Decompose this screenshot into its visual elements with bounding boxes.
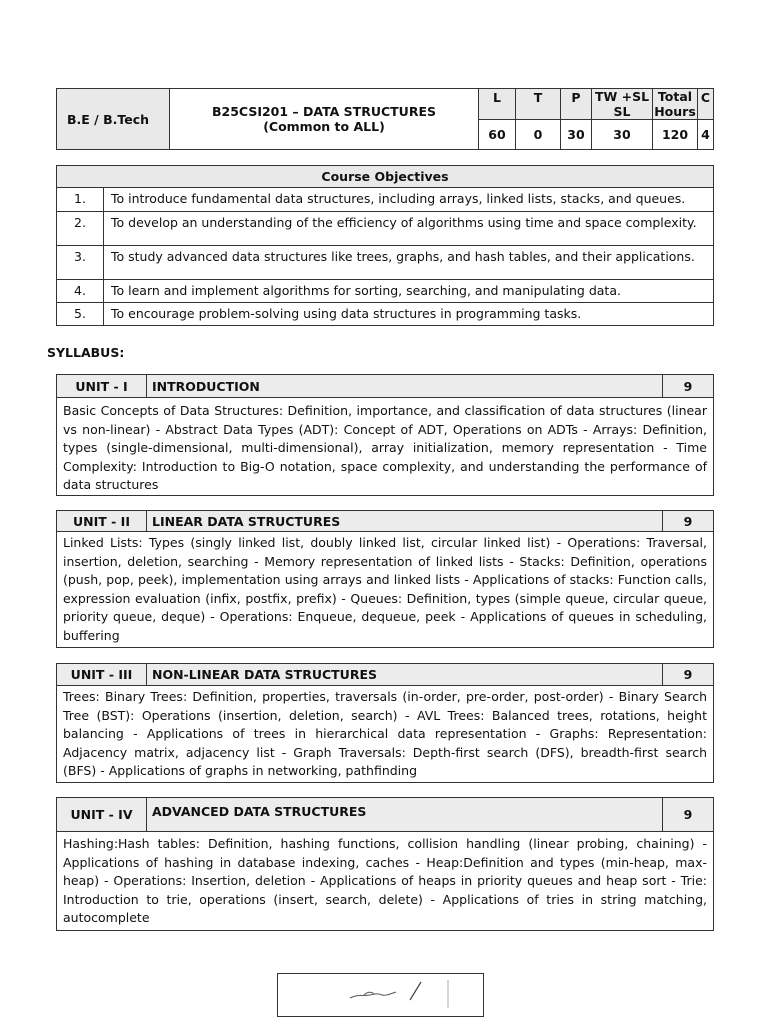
unit-content-text: Trees: Binary Trees: Definition, properties, traversals (in-order, pre-order, post-order) - Binary Search Tree (BST): Operations (insertion, deletion, search) - AVL Trees: Balanced trees, rotations, height balancing - Applications of trees in hierarchical data representation - Graphs: Representation: Adjacency matrix, adjacency list - Graph Traversals: Depth-first search (DFS), breadth-first search (BFS) - Applications of graphs in networking, pathfinding (63, 689, 707, 779)
objective-text: To study advanced data structures like trees, graphs, and hash tables, and their applications. (104, 246, 714, 280)
unit-hours: 9 (683, 513, 693, 529)
unit-number: UNIT - II (57, 511, 147, 531)
unit-number: UNIT - IV (57, 798, 147, 831)
col-p: P (561, 89, 592, 120)
unit-title: INTRODUCTION (147, 375, 663, 397)
course-header-table (56, 88, 714, 150)
unit-content (57, 398, 713, 497)
col-c: C (698, 89, 714, 120)
objective-number: 5. (57, 303, 104, 326)
unit-header (57, 798, 713, 832)
objective-number: 4. (57, 280, 104, 303)
col-tw-sl-line1: TW +SL (594, 89, 650, 104)
unit-title: LINEAR DATA STRUCTURES (147, 511, 663, 531)
objective-number: 1. (57, 188, 104, 212)
objective-text: To develop an understanding of the efficiency of algorithms using time and space complexity. (104, 212, 714, 246)
signature-box (277, 973, 484, 1017)
objective-row (57, 303, 714, 326)
unit-hours: 9 (683, 378, 693, 394)
unit-number: UNIT - I (57, 375, 147, 397)
course-title-cell (170, 89, 479, 150)
col-t: T (516, 89, 561, 120)
unit-hours: 9 (683, 807, 693, 822)
objective-row (57, 246, 714, 280)
course-note: (Common to ALL) (263, 119, 385, 134)
unit-content (57, 832, 713, 930)
col-tw-sl-line2: SL (613, 104, 631, 119)
unit-title: NON-LINEAR DATA STRUCTURES (147, 664, 663, 685)
objective-text: To introduce fundamental data structures, including arrays, linked lists, stacks, and queues. (104, 188, 714, 212)
unit-header (57, 664, 713, 686)
val-p: 30 (561, 120, 592, 150)
unit-header (57, 375, 713, 398)
unit-content (57, 686, 713, 783)
col-tw-sl (592, 89, 653, 120)
unit-hours: 9 (683, 667, 693, 682)
val-c: 4 (698, 120, 714, 150)
val-l: 60 (479, 120, 516, 150)
unit-block-2 (56, 510, 714, 648)
course-objectives-table (56, 165, 714, 326)
unit-block-4 (56, 797, 714, 931)
objective-text: To learn and implement algorithms for sorting, searching, and manipulating data. (104, 280, 714, 303)
unit-title: ADVANCED DATA STRUCTURES (147, 798, 663, 831)
objectives-title: Course Objectives (57, 166, 714, 188)
unit-content-text: Linked Lists: Types (singly linked list, doubly linked list, circular linked list) - Operations: Traversal, insertion, deletion, searching - Memory representation of linked lists - Stacks: Definition, operations (push, pop, peek), implementation using arrays and linked lists - Applications of stacks: Function calls, expression evaluation (infix, postfix, prefix) - Queues: Definition, types (simple queue, circular queue, priority queue, deque) - Operations: Enqueue, dequeue, peek - Applications of queues in scheduling, buffering (63, 535, 707, 643)
syllabus-heading: SYLLABUS: (47, 345, 125, 360)
objective-row (57, 280, 714, 303)
col-total (653, 89, 698, 120)
course-code-title: B25CSI201 – DATA STRUCTURES (211, 104, 436, 119)
col-total-line1: Total (657, 89, 693, 104)
objective-row (57, 212, 714, 246)
program-cell: B.E / B.Tech (57, 89, 170, 150)
objective-text: To encourage problem-solving using data structures in programming tasks. (104, 303, 714, 326)
unit-block-3 (56, 663, 714, 783)
col-total-line2: Hours (654, 104, 696, 119)
objective-number: 3. (57, 246, 104, 280)
signature-mark (278, 974, 483, 1016)
col-l: L (479, 89, 516, 120)
unit-block-1 (56, 374, 714, 496)
unit-content-text: Basic Concepts of Data Structures: Definition, importance, and classification of data structures (linear vs non-linear) - Abstract Data Types (ADT): Concept of ADT, Operations on ADTs - Arrays: Definition, types (single-dimensional, multi-dimensional), array initialization, memory representation - Time Complexity: Introduction to Big-O notation, space complexity, and understanding the performance of data structures (63, 403, 707, 493)
val-t: 0 (516, 120, 561, 150)
unit-number: UNIT - III (57, 664, 147, 685)
unit-header (57, 511, 713, 532)
objective-row (57, 188, 714, 212)
val-tw-sl: 30 (592, 120, 653, 150)
unit-content-text: Hashing:Hash tables: Definition, hashing functions, collision handling (linear probing, chaining) - Applications of hashing in database indexing, caches - Heap:Definition and types (min-heap, max-heap) - Operations: Insertion, deletion - Applications of heaps in priority queues and heap sort - Trie: Introduction to trie, operations (insert, search, delete) - Applications of tries in string matching, autocomplete (63, 836, 707, 926)
val-total: 120 (653, 120, 698, 150)
unit-content (57, 532, 713, 648)
objective-number: 2. (57, 212, 104, 246)
